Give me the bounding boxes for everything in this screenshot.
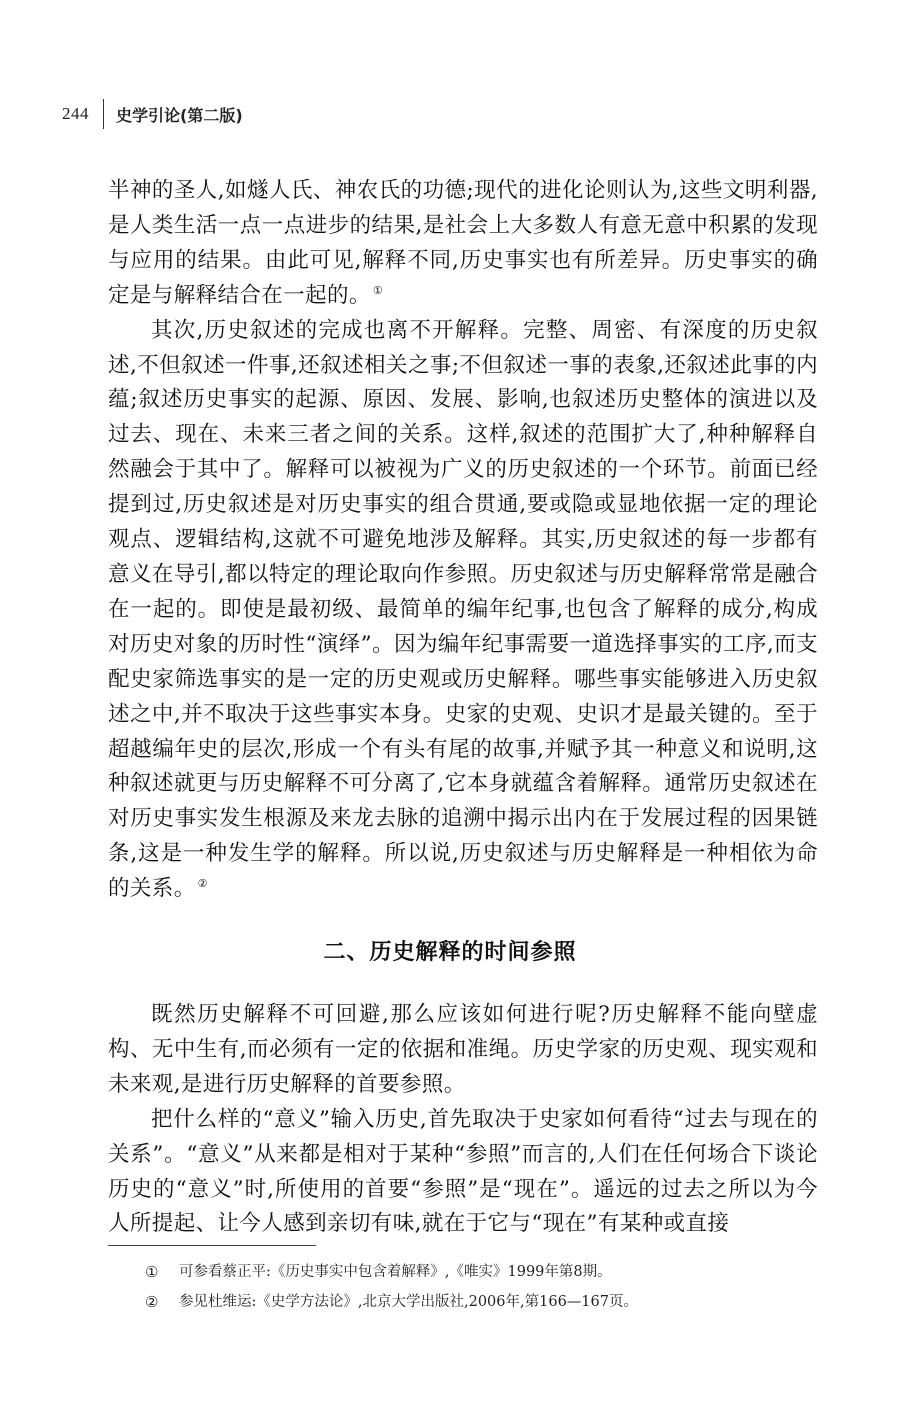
- footnote-item: [145, 1287, 638, 1317]
- book-title: 史学引论(第二版): [116, 105, 243, 125]
- footnote-text: 可参看蔡正平:《历史事实中包含着解释》,《唯实》1999年第8期。: [179, 1264, 612, 1280]
- paragraph: 既然历史解释不可回避,那么应该如何进行呢?历史解释不能向壁虚构、无中生有,而必须有一定的依据和准绳。历史学家的历史观、现实观和未来观,是进行历史解释的首要参照。: [108, 1002, 818, 1097]
- footnote-text: 参见杜维运:《史学方法论》,北京大学出版社,2006年,第166—167页。: [179, 1294, 638, 1310]
- footnote-mark: ①: [145, 1263, 159, 1281]
- running-header: [62, 100, 243, 128]
- footnote-reference: ②: [197, 876, 208, 890]
- footnote-reference: ①: [372, 283, 384, 297]
- footnotes: [145, 1257, 638, 1317]
- section-one-text: [108, 174, 818, 907]
- paragraph: 把什么样的“意义”输入历史,首先取决于史家如何看待“过去与现在的关系”。“意义”从来都是相对于某种“参照”而言的,人们在任何场合下谈论历史的“意义”时,所使用的首要“参照”是“现在”。遥远的过去之所以为今人所提起、让今人感到亲切有味,就在于它与“现在”有某种或直接: [108, 1106, 818, 1237]
- paragraph: 其次,历史叙述的完成也离不开解释。完整、周密、有深度的历史叙述,不但叙述一件事,还叙述相关之事;不但叙述一事的表象,还叙述此事的内蕴;叙述历史事实的起源、原因、发展、影响,也叙述历史整体的演进以及过去、现在、未来三者之间的关系。这样,叙述的范围扩大了,种种解释自然融会于其中了。解释可以被视为广义的历史叙述的一个环节。前面已经提到过,历史叙述是对历史事实的组合贯通,要或隐或显地依据一定的理论观点、逻辑结构,这就不可避免地涉及解释。其实,历史叙述的每一步都有意义在导引,都以特定的理论取向作参照。历史叙述与历史解释常常是融合在一起的。即使是最初级、最简单的编年纪事,也包含了解释的成分,构成对历史对象的历时性“演绎”。因为编年纪事需要一道选择事实的工序,而支配史家筛选事实的是一定的历史观或历史解释。哪些事实能够进入历史叙述之中,并不取决于这些事实本身。史家的史观、史识才是最关键的。至于超越编年史的层次,形成一个有头有尾的故事,并赋予其一种意义和说明,这种叙述就更与历史解释不可分离了,它本身就蕴含着解释。通常历史叙述在对历史事实发生根源及来龙去脉的追溯中揭示出内在于发展过程的因果链条,这是一种发生学的解释。所以说,历史叙述与历史解释是一种相依为命的关系。 ②: [108, 317, 818, 902]
- page-number: 244: [62, 104, 89, 123]
- paragraph: 半神的圣人,如燧人氏、神农氏的功德;现代的进化论则认为,这些文明利器,是人类生活一点一点进步的结果,是社会上大多数人有意无意中积累的发现与应用的结果。由此可见,解释不同,历史事实也有所差异。历史事实的确定是与解释结合在一起的。 ①: [108, 178, 818, 308]
- footnote-item: [145, 1257, 638, 1287]
- footnote-separator: [108, 1245, 316, 1246]
- header-divider: [103, 99, 104, 129]
- footnote-mark: ②: [145, 1293, 159, 1311]
- section-two-text: [108, 998, 818, 1242]
- section-heading: 二、历史解释的时间参照: [323, 940, 577, 965]
